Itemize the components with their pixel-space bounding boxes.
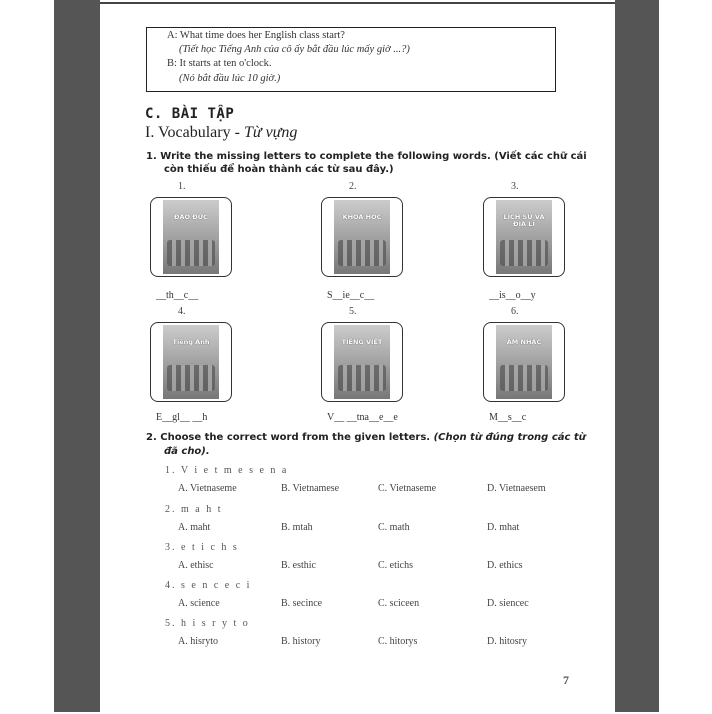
answer-option[interactable]: C. hitorys [378, 636, 418, 647]
cover-title: Tiếng Anh [172, 338, 210, 346]
answer-option[interactable]: D. ethics [487, 560, 523, 571]
book-number: 4. [178, 306, 186, 317]
book-cover-image [321, 322, 403, 402]
scrambled-word: 1. V i e t m e s e n a [165, 465, 289, 476]
scrambled-word: 5. h i s r y t o [165, 618, 250, 629]
answer-option[interactable]: C. sciceen [378, 598, 420, 609]
book-cover-image [321, 197, 403, 277]
book-cover-image [483, 197, 565, 277]
question2-line1 [146, 432, 586, 443]
cover-illustration [338, 240, 386, 266]
book-number: 1. [178, 181, 186, 192]
blank-word: E__gl__ __h [156, 412, 208, 423]
book-cover-image [483, 322, 565, 402]
answer-option[interactable]: D. siencec [487, 598, 529, 609]
question2-translation: (Chọn từ đúng trong các từ [433, 432, 586, 443]
answer-option[interactable]: A. science [178, 598, 220, 609]
book-number: 6. [511, 306, 519, 317]
dialogue-b: B: It starts at ten o'clock. [167, 58, 272, 69]
cover-title: KHOA HỌC [342, 213, 382, 221]
book-number: 3. [511, 181, 519, 192]
cover-illustration [338, 365, 386, 391]
cover-illustration [167, 240, 215, 266]
question1-line1: 1. Write the missing letters to complete the following words. (Viết các chữ cái [146, 151, 587, 162]
cover-title: LỊCH SỬ VÀ ĐỊA LÍ [503, 213, 545, 228]
cover-art [163, 325, 219, 399]
answer-option[interactable]: C. math [378, 522, 410, 533]
cover-illustration [500, 365, 548, 391]
answer-option[interactable]: B. mtah [281, 522, 313, 533]
answer-option[interactable]: B. esthic [281, 560, 316, 571]
book-cover-image [150, 322, 232, 402]
answer-option[interactable]: C. etichs [378, 560, 413, 571]
blank-word: S__ie__c__ [327, 290, 375, 301]
question2-instruction: 2. Choose the correct word from the given letters. [146, 432, 434, 443]
answer-option[interactable]: A. hisryto [178, 636, 218, 647]
left-margin-bar [54, 0, 100, 712]
subsection-heading [145, 124, 297, 142]
answer-option[interactable]: D. Vietnaesem [487, 483, 546, 494]
page-number: 7 [563, 673, 569, 687]
cover-art [334, 325, 390, 399]
section-heading: C. BÀI TẬP [145, 106, 235, 122]
dialogue-box [146, 27, 556, 92]
scrambled-word: 3. e t i c h s [165, 542, 239, 553]
blank-word: M__s__c [489, 412, 527, 423]
answer-option[interactable]: B. secince [281, 598, 323, 609]
blank-word: __is__o__y [489, 290, 536, 301]
answer-option[interactable]: A. maht [178, 522, 211, 533]
blank-word: __th__c__ [156, 290, 199, 301]
answer-option[interactable]: D. hitosry [487, 636, 527, 647]
subsection-label: I. Vocabulary - [145, 124, 244, 141]
cover-title: ĐẠO ĐỨC [174, 213, 208, 221]
cover-art [496, 325, 552, 399]
answer-option[interactable]: A. Vietnaseme [178, 483, 237, 494]
cover-illustration [500, 240, 548, 266]
dialogue-a: A: What time does her English class start? [167, 30, 345, 41]
blank-word: V__ __tna__e__e [327, 412, 398, 423]
book-number: 2. [349, 181, 357, 192]
book-cover-image [150, 197, 232, 277]
cover-art [334, 200, 390, 274]
answer-option[interactable]: A. ethisc [178, 560, 214, 571]
answer-option[interactable]: C. Vietnaseme [378, 483, 437, 494]
scrambled-word: 2. m a h t [165, 504, 223, 515]
cover-title: TIẾNG VIỆT [341, 338, 383, 346]
answer-option[interactable]: D. mhat [487, 522, 520, 533]
question2-line2: đã cho). [164, 446, 210, 457]
cover-title: ÂM NHẠC [506, 338, 542, 346]
answer-option[interactable]: B. Vietnamese [281, 483, 340, 494]
question1-line2: còn thiếu để hoàn thành các từ sau đây.) [164, 164, 394, 175]
dialogue-a-translation: (Tiết học Tiếng Anh của cô ấy bắt đầu lúc mấy giờ ...?) [179, 44, 410, 55]
dialogue-b-translation: (Nó bắt đầu lúc 10 giờ.) [179, 73, 281, 84]
cover-art [163, 200, 219, 274]
subsection-label-vi: Từ vựng [243, 124, 298, 141]
book-number: 5. [349, 306, 357, 317]
scrambled-word: 4. s e n c e c i [165, 580, 252, 591]
answer-option[interactable]: B. history [281, 636, 321, 647]
cover-art [496, 200, 552, 274]
right-margin-bar [615, 0, 659, 712]
cover-illustration [167, 365, 215, 391]
